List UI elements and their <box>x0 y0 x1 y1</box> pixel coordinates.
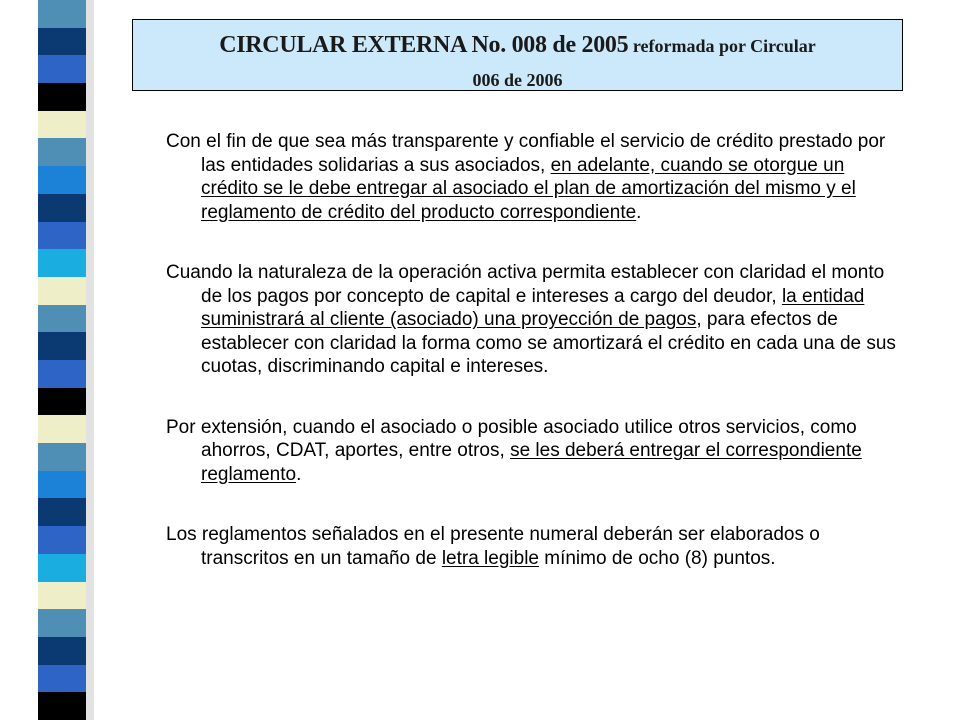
paragraph-underlined-text: letra legible <box>441 547 539 569</box>
strip-block <box>38 332 86 360</box>
paragraph-text: . <box>636 201 642 223</box>
title-line-2: 006 de 2006 <box>472 70 563 90</box>
paragraph-underlined-text: en adelante, cuando se otorgue un crédito se le debe entregar al asociado el plan de amortización del mismo y el reglamento de crédito del producto correspondiente <box>201 154 856 223</box>
strip-block <box>38 692 86 720</box>
strip-block <box>38 609 86 637</box>
paragraph <box>166 130 906 224</box>
strip-block <box>38 222 86 250</box>
paragraph <box>166 416 906 487</box>
paragraph <box>166 261 906 379</box>
title-box <box>132 19 903 91</box>
strip-block <box>38 637 86 665</box>
strip-block <box>38 249 86 277</box>
strip-block <box>38 498 86 526</box>
title-rest: reformada por Circular <box>628 36 816 56</box>
strip-block <box>38 138 86 166</box>
paragraph <box>166 523 906 570</box>
strip-block <box>38 111 86 139</box>
body-text <box>166 130 906 607</box>
paragraph-text: , para efectos de establecer con claridad la forma como se amortizará el crédito en cada una de sus cuotas, discriminando capital e intereses. <box>201 309 896 377</box>
strip-block <box>38 582 86 610</box>
title-main: CIRCULAR EXTERNA No. 008 de 2005 <box>219 32 629 58</box>
paragraph-text: Por extensión, cuando el asociado o posible asociado utilice otros servicios, como ahorros, CDAT, aportes, entre otros, <box>166 416 857 461</box>
title-line-1 <box>133 32 902 59</box>
decorative-strip-shadow <box>86 0 94 720</box>
strip-block <box>38 388 86 416</box>
strip-block <box>38 526 86 554</box>
strip-block <box>38 305 86 333</box>
decorative-color-strip <box>38 0 86 720</box>
strip-block <box>38 360 86 388</box>
paragraph-text: Cuando la naturaleza de la operación activa permita establecer con claridad el monto de los pagos por concepto de capital e intereses a cargo del deudor, <box>166 262 885 307</box>
strip-block <box>38 471 86 499</box>
strip-block <box>38 665 86 693</box>
strip-block <box>38 277 86 305</box>
strip-block <box>38 166 86 194</box>
strip-block <box>38 0 86 28</box>
paragraph-text: Con el fin de que sea más transparente y confiable el servicio de crédito prestado por las entidades solidarias a sus asociados, <box>166 131 886 176</box>
strip-block <box>38 415 86 443</box>
strip-block <box>38 194 86 222</box>
strip-block <box>38 55 86 83</box>
paragraph-text: . <box>296 463 302 485</box>
strip-block <box>38 83 86 111</box>
strip-block <box>38 28 86 56</box>
paragraph-text: mínimo de ocho (8) puntos. <box>538 547 776 569</box>
paragraph-underlined-text: se les deberá entregar el correspondiente reglamento <box>201 440 862 485</box>
paragraph-underlined-text: la entidad suministrará al cliente (asociado) una proyección de pagos <box>201 285 865 330</box>
strip-block <box>38 554 86 582</box>
strip-block <box>38 443 86 471</box>
paragraph-text: Los reglamentos señalados en el presente numeral deberán ser elaborados o transcritos en un tamaño de <box>166 524 820 569</box>
